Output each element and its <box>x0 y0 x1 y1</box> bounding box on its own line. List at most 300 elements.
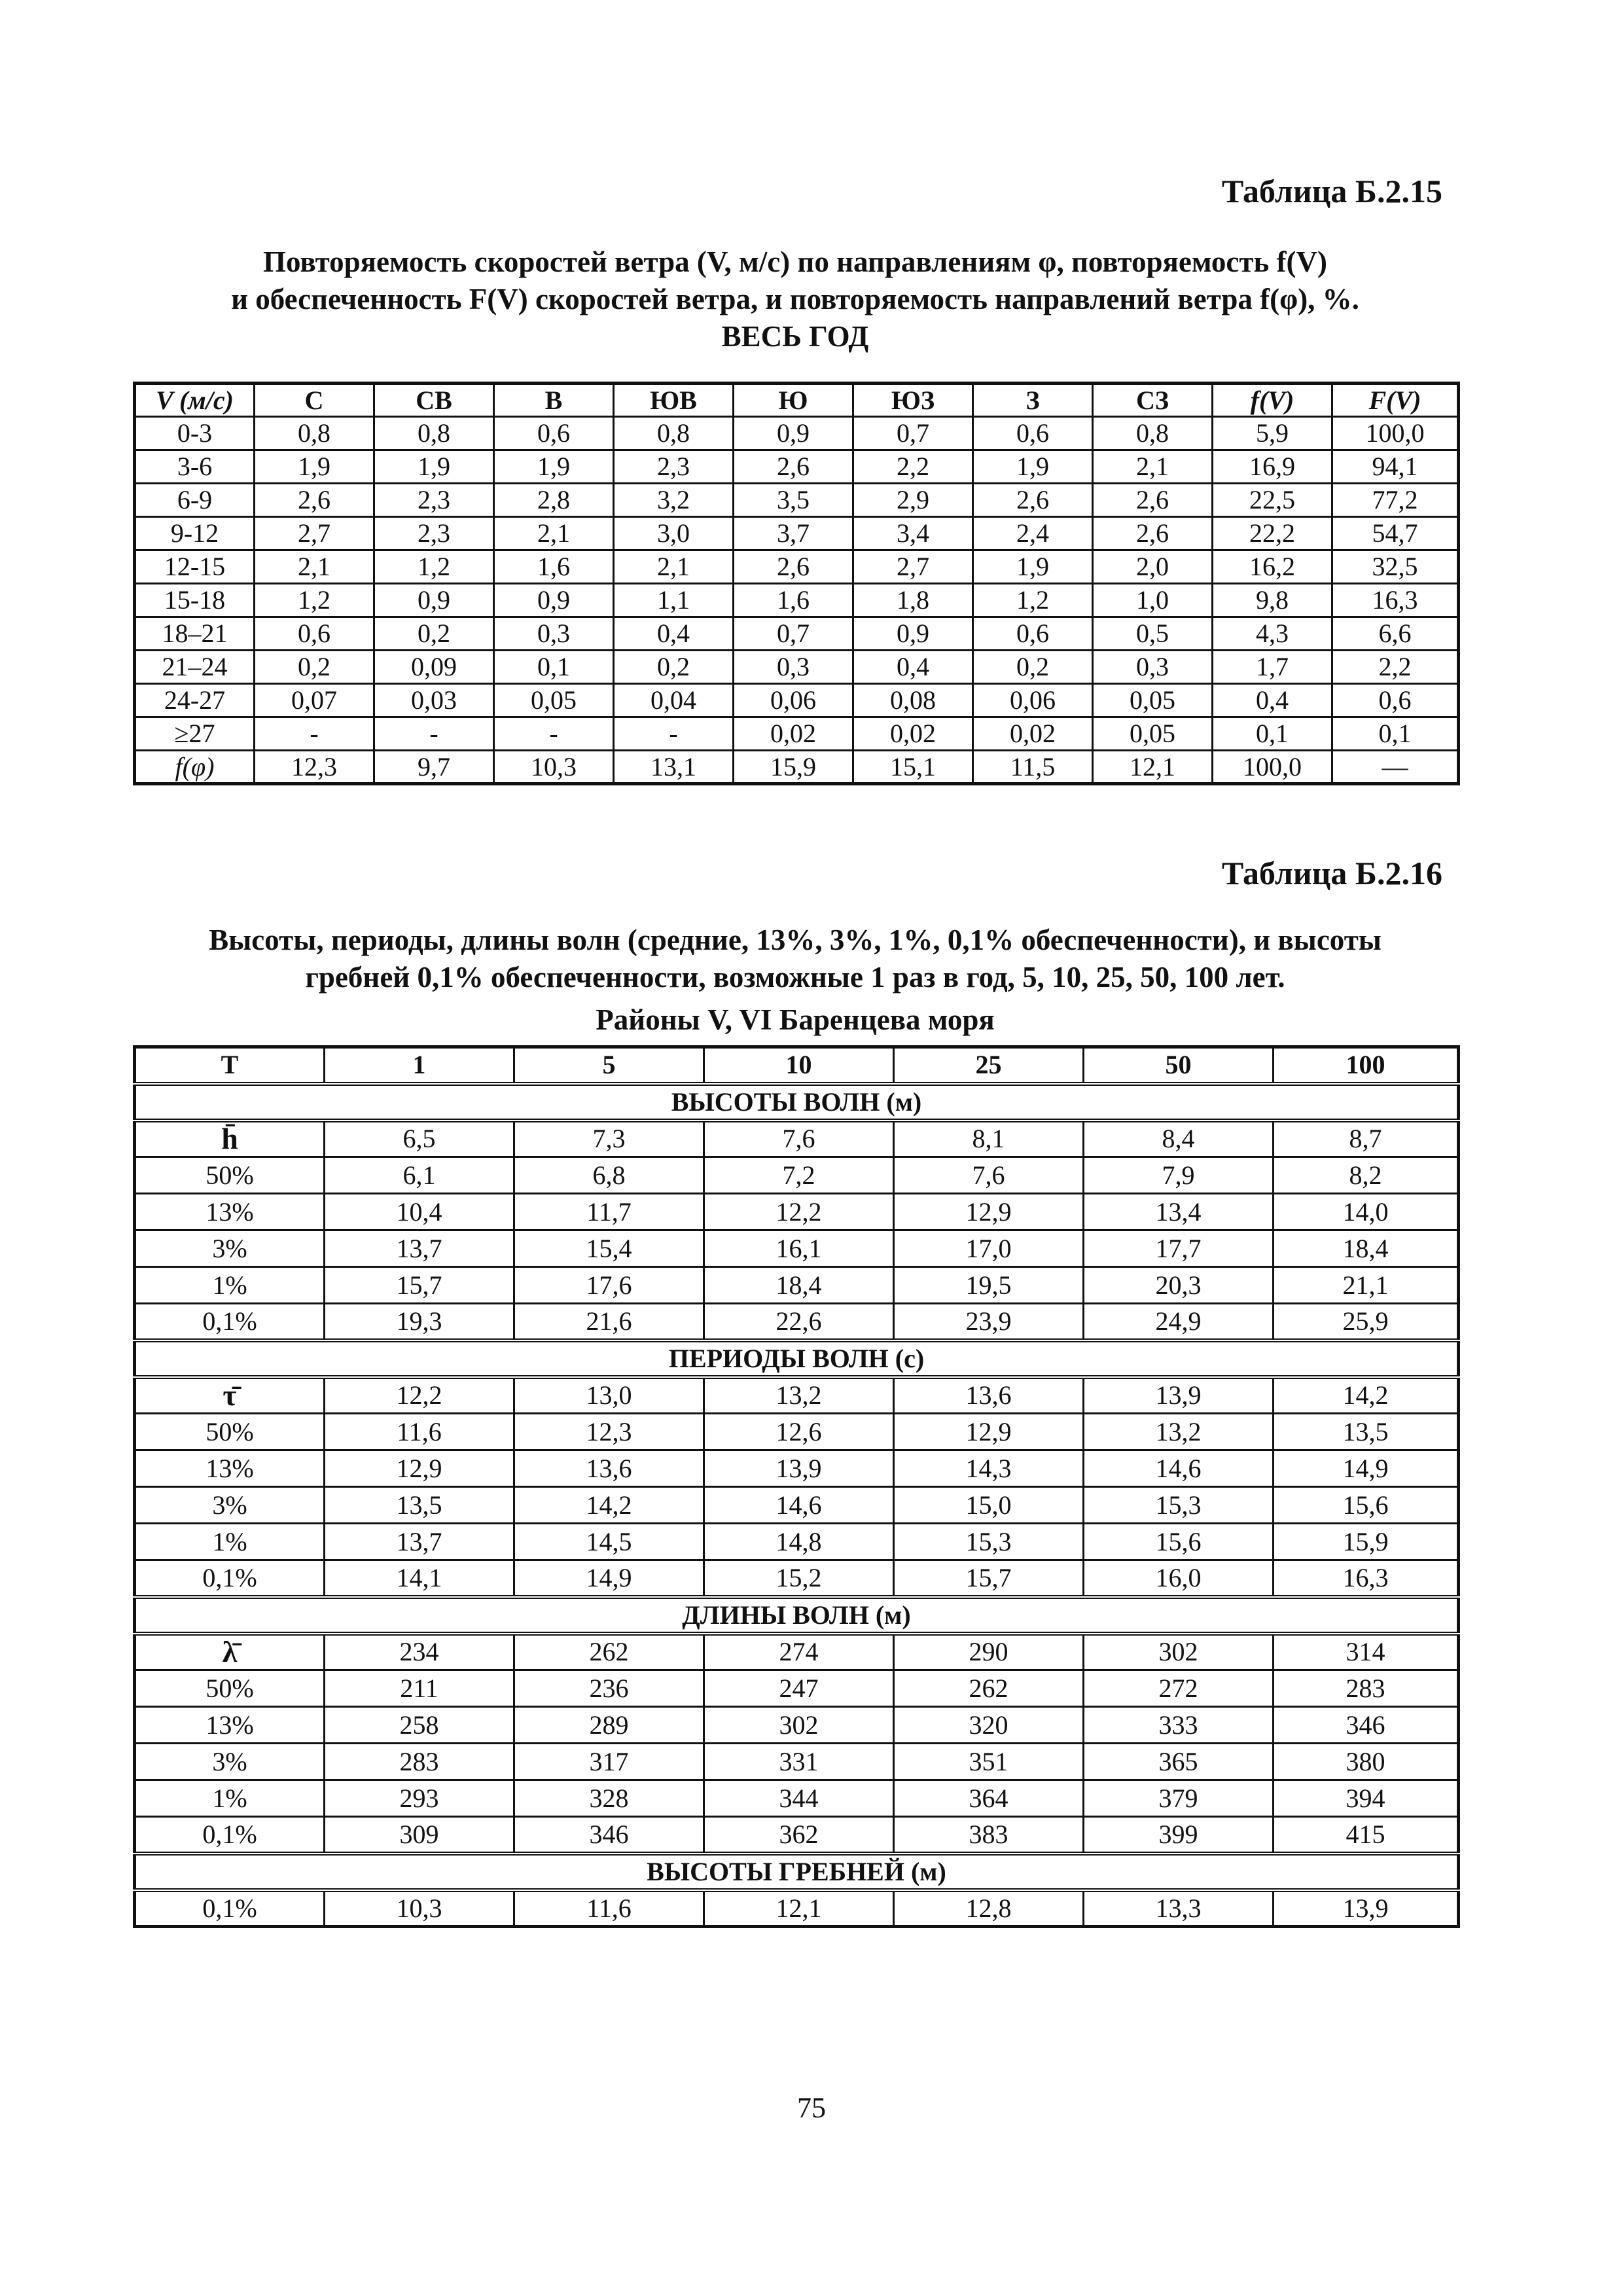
table-row <box>135 1780 1459 1817</box>
table-cell: 14,8 <box>704 1524 894 1560</box>
wave-parameters-table-body <box>135 1047 1459 1927</box>
table-cell: 21,6 <box>514 1304 704 1340</box>
section-title: ДЛИНЫ ВОЛН (м) <box>135 1597 1459 1634</box>
table-cell: 16,2 <box>1213 550 1332 584</box>
table-row <box>135 450 1459 484</box>
table-cell: 100,0 <box>1213 751 1332 784</box>
table-cell: 0,09 <box>374 651 494 684</box>
table-cell: 1,0 <box>1093 584 1213 617</box>
table-cell: 333 <box>1084 1707 1274 1744</box>
table-cell: 2,4 <box>973 517 1093 550</box>
table-cell: 6,8 <box>514 1157 704 1194</box>
table-cell: 16,1 <box>704 1230 894 1267</box>
table-cell: 13,1 <box>614 751 734 784</box>
table-cell: 15,2 <box>704 1560 894 1597</box>
table-cell: 15,6 <box>1084 1524 1274 1560</box>
row-label: 50% <box>135 1157 325 1194</box>
table-row <box>135 1817 1459 1854</box>
table-cell: 14,5 <box>514 1524 704 1560</box>
table-cell: 328 <box>514 1780 704 1817</box>
table-cell: 21,1 <box>1274 1267 1459 1304</box>
row-label: 12-15 <box>135 550 255 584</box>
table-16-caption-line1: Высоты, периоды, длины волн (средние, 13%, 3%, 1%, 0,1% обеспеченности), и высоты <box>209 924 1382 956</box>
table-cell: 2,6 <box>1093 517 1213 550</box>
table-16-caption <box>131 922 1459 1039</box>
row-label: 0,1% <box>135 1304 325 1340</box>
table-cell: 2,2 <box>853 450 973 484</box>
section-title: ВЫСОТЫ ВОЛН (м) <box>135 1084 1459 1121</box>
table-cell: 2,1 <box>1093 450 1213 484</box>
table-cell: 12,8 <box>894 1890 1084 1927</box>
table-row <box>135 617 1459 651</box>
table-cell: 283 <box>325 1744 514 1780</box>
table-cell: 77,2 <box>1332 484 1459 517</box>
table-cell: 11,6 <box>514 1890 704 1927</box>
table-cell: 1,9 <box>374 450 494 484</box>
table-cell: 2,6 <box>1093 484 1213 517</box>
table-cell: 0,2 <box>255 651 374 684</box>
row-label: 0,1% <box>135 1560 325 1597</box>
table-row <box>135 1304 1459 1340</box>
row-label: 21–24 <box>135 651 255 684</box>
table-cell: 15,9 <box>1274 1524 1459 1560</box>
table-cell: 18,4 <box>1274 1230 1459 1267</box>
table-cell: 20,3 <box>1084 1267 1274 1304</box>
column-header: Ю <box>734 384 853 417</box>
table-cell: 283 <box>1274 1670 1459 1707</box>
table-16-caption-line2: гребней 0,1% обеспеченности, возможные 1 раз в год, 5, 10, 25, 50, 100 лет. <box>305 961 1285 994</box>
table-cell: 0,6 <box>255 617 374 651</box>
table-cell: 17,0 <box>894 1230 1084 1267</box>
row-label: 0-3 <box>135 417 255 450</box>
section-title: ПЕРИОДЫ ВОЛН (с) <box>135 1340 1459 1377</box>
row-label: 13% <box>135 1450 325 1487</box>
table-cell: 0,4 <box>1213 684 1332 717</box>
page-number: 75 <box>797 2092 826 2124</box>
table-cell: 1,7 <box>1213 651 1332 684</box>
column-header: f(V) <box>1213 384 1332 417</box>
table-cell: 344 <box>704 1780 894 1817</box>
table-cell: 0,3 <box>1093 651 1213 684</box>
table-row <box>135 1157 1459 1194</box>
table-cell: 11,5 <box>973 751 1093 784</box>
table-cell: 293 <box>325 1780 514 1817</box>
row-label: h̄ <box>135 1121 325 1157</box>
table-row <box>135 1267 1459 1304</box>
table-15-label: Таблица Б.2.15 <box>1221 173 1442 209</box>
column-header: T <box>135 1047 325 1084</box>
table-cell: 2,0 <box>1093 550 1213 584</box>
table-15-caption-line1: Повторяемость скоростей ветра (V, м/с) по направлениям φ, повторяемость f(V) <box>263 245 1327 278</box>
table-cell: - <box>614 717 734 751</box>
table-row <box>135 584 1459 617</box>
table-cell: 0,8 <box>1093 417 1213 450</box>
table-cell: 13,7 <box>325 1230 514 1267</box>
table-cell: 0,1 <box>494 651 614 684</box>
table-cell: 1,9 <box>973 450 1093 484</box>
table-cell: 94,1 <box>1332 450 1459 484</box>
table-header-row <box>135 384 1459 417</box>
table-row <box>135 1707 1459 1744</box>
table-cell: 10,4 <box>325 1194 514 1230</box>
table-cell: - <box>255 717 374 751</box>
table-cell: 12,1 <box>704 1890 894 1927</box>
table-cell: 320 <box>894 1707 1084 1744</box>
table-cell: 54,7 <box>1332 517 1459 550</box>
table-cell: 13,9 <box>704 1450 894 1487</box>
section-title: ВЫСОТЫ ГРЕБНЕЙ (м) <box>135 1854 1459 1890</box>
row-label: λ̄ <box>135 1634 325 1670</box>
wind-speed-table-body <box>135 384 1459 784</box>
table-15-caption-line3: ВЕСЬ ГОД <box>721 320 869 353</box>
table-cell: 12,1 <box>1093 751 1213 784</box>
row-label: 0,1% <box>135 1817 325 1854</box>
table-cell: 7,9 <box>1084 1157 1274 1194</box>
table-row <box>135 1377 1459 1414</box>
table-cell: 0,1 <box>1332 717 1459 751</box>
table-row <box>135 1744 1459 1780</box>
row-label: 13% <box>135 1194 325 1230</box>
row-label: 1% <box>135 1524 325 1560</box>
table-cell: 380 <box>1274 1744 1459 1780</box>
row-label: f(φ) <box>135 751 255 784</box>
table-cell: - <box>494 717 614 751</box>
table-cell: 23,9 <box>894 1304 1084 1340</box>
row-label: 3% <box>135 1744 325 1780</box>
table-row <box>135 484 1459 517</box>
table-row <box>135 1450 1459 1487</box>
row-label: 6-9 <box>135 484 255 517</box>
table-cell: 15,4 <box>514 1230 704 1267</box>
table-cell: 2,1 <box>494 517 614 550</box>
table-row <box>135 1194 1459 1230</box>
table-cell: 14,1 <box>325 1560 514 1597</box>
table-cell: 7,6 <box>704 1121 894 1157</box>
table-cell: 364 <box>894 1780 1084 1817</box>
table-cell: 11,7 <box>514 1194 704 1230</box>
table-row <box>135 684 1459 717</box>
table-cell: 262 <box>894 1670 1084 1707</box>
table-cell: 0,9 <box>494 584 614 617</box>
row-label: τ̄ <box>135 1377 325 1414</box>
column-header: ЮВ <box>614 384 734 417</box>
table-cell: 2,7 <box>255 517 374 550</box>
table-row <box>135 517 1459 550</box>
row-label: 15-18 <box>135 584 255 617</box>
table-cell: 309 <box>325 1817 514 1854</box>
table-cell: 18,4 <box>704 1267 894 1304</box>
table-row <box>135 1524 1459 1560</box>
table-cell: 0,9 <box>374 584 494 617</box>
table-cell: 17,6 <box>514 1267 704 1304</box>
table-cell: 2,1 <box>614 550 734 584</box>
table-cell: 290 <box>894 1634 1084 1670</box>
table-cell: 13,9 <box>1274 1890 1459 1927</box>
table-row <box>135 1121 1459 1157</box>
table-cell: 15,7 <box>894 1560 1084 1597</box>
table-cell: 0,06 <box>973 684 1093 717</box>
table-cell: 3,7 <box>734 517 853 550</box>
table-cell: 4,3 <box>1213 617 1332 651</box>
table-cell: 14,9 <box>514 1560 704 1597</box>
table-cell: 2,6 <box>255 484 374 517</box>
table-cell: 15,9 <box>734 751 853 784</box>
table-cell: 0,9 <box>734 417 853 450</box>
table-cell: 1,6 <box>494 550 614 584</box>
table-cell: 5,9 <box>1213 417 1332 450</box>
column-header: В <box>494 384 614 417</box>
table-cell: 3,4 <box>853 517 973 550</box>
column-header: V (м/с) <box>135 384 255 417</box>
table-cell: 258 <box>325 1707 514 1744</box>
row-label: ≥27 <box>135 717 255 751</box>
table-row <box>135 1634 1459 1670</box>
wave-parameters-table <box>133 1045 1460 1928</box>
table-cell: 365 <box>1084 1744 1274 1780</box>
table-cell: 14,6 <box>1084 1450 1274 1487</box>
table-cell: 22,2 <box>1213 517 1332 550</box>
column-header: 50 <box>1084 1047 1274 1084</box>
table-row <box>135 1670 1459 1707</box>
table-cell: 0,05 <box>1093 717 1213 751</box>
table-row <box>135 1414 1459 1450</box>
table-cell: 0,04 <box>614 684 734 717</box>
table-cell: 0,1 <box>1213 717 1332 751</box>
table-cell: 0,3 <box>734 651 853 684</box>
table-cell: 302 <box>704 1707 894 1744</box>
column-header: СВ <box>374 384 494 417</box>
table-cell: 0,08 <box>853 684 973 717</box>
table-cell: 346 <box>514 1817 704 1854</box>
table-cell: 13,6 <box>894 1377 1084 1414</box>
table-cell: 32,5 <box>1332 550 1459 584</box>
table-cell: - <box>374 717 494 751</box>
table-cell: 13,7 <box>325 1524 514 1560</box>
table-cell: 331 <box>704 1744 894 1780</box>
table-cell: 0,6 <box>973 617 1093 651</box>
table-cell: 0,05 <box>494 684 614 717</box>
table-cell: 302 <box>1084 1634 1274 1670</box>
table-row <box>135 1560 1459 1597</box>
column-header: С <box>255 384 374 417</box>
table-header-row <box>135 1047 1459 1084</box>
table-cell: 15,1 <box>853 751 973 784</box>
table-row <box>135 1230 1459 1267</box>
table-cell: 0,02 <box>853 717 973 751</box>
table-cell: 22,6 <box>704 1304 894 1340</box>
table-cell: 1,2 <box>374 550 494 584</box>
table-cell: 13,4 <box>1084 1194 1274 1230</box>
table-cell: 3,5 <box>734 484 853 517</box>
table-cell: 12,3 <box>514 1414 704 1450</box>
table-cell: 24,9 <box>1084 1304 1274 1340</box>
table-row <box>135 1487 1459 1524</box>
column-header: 10 <box>704 1047 894 1084</box>
table-cell: 15,6 <box>1274 1487 1459 1524</box>
column-header: 5 <box>514 1047 704 1084</box>
table-cell: 1,2 <box>255 584 374 617</box>
table-cell: 22,5 <box>1213 484 1332 517</box>
table-cell: 0,7 <box>734 617 853 651</box>
table-cell: 2,9 <box>853 484 973 517</box>
table-cell: 351 <box>894 1744 1084 1780</box>
table-cell: 1,9 <box>973 550 1093 584</box>
table-cell: 15,7 <box>325 1267 514 1304</box>
table-cell: 13,6 <box>514 1450 704 1487</box>
table-cell: 16,9 <box>1213 450 1332 484</box>
table-cell: 236 <box>514 1670 704 1707</box>
table-cell: 0,2 <box>973 651 1093 684</box>
table-cell: 13,5 <box>325 1487 514 1524</box>
table-cell: 7,2 <box>704 1157 894 1194</box>
table-cell: 0,4 <box>614 617 734 651</box>
table-cell: 12,9 <box>325 1450 514 1487</box>
table-cell: 16,3 <box>1332 584 1459 617</box>
table-cell: 13,2 <box>704 1377 894 1414</box>
table-cell: 13,9 <box>1084 1377 1274 1414</box>
column-header: F(V) <box>1332 384 1459 417</box>
table-cell: 0,6 <box>973 417 1093 450</box>
table-cell: 13,3 <box>1084 1890 1274 1927</box>
row-label: 1% <box>135 1267 325 1304</box>
table-cell: 17,7 <box>1084 1230 1274 1267</box>
table-cell: 0,02 <box>734 717 853 751</box>
row-label: 0,1% <box>135 1890 325 1927</box>
section-header-row <box>135 1340 1459 1377</box>
table-row <box>135 717 1459 751</box>
table-cell: 12,9 <box>894 1414 1084 1450</box>
table-cell: 15,3 <box>1084 1487 1274 1524</box>
table-cell: 0,8 <box>374 417 494 450</box>
table-cell: 14,0 <box>1274 1194 1459 1230</box>
table-cell: 10,3 <box>325 1890 514 1927</box>
table-cell: 0,2 <box>374 617 494 651</box>
table-cell: 8,1 <box>894 1121 1084 1157</box>
table-cell: 9,8 <box>1213 584 1332 617</box>
table-cell: 272 <box>1084 1670 1274 1707</box>
table-cell: 0,8 <box>614 417 734 450</box>
table-cell: 6,6 <box>1332 617 1459 651</box>
table-row <box>135 550 1459 584</box>
table-cell: 16,0 <box>1084 1560 1274 1597</box>
table-cell: 1,8 <box>853 584 973 617</box>
table-cell: 7,3 <box>514 1121 704 1157</box>
table-cell: 6,1 <box>325 1157 514 1194</box>
table-cell: 0,8 <box>255 417 374 450</box>
table-cell: 7,6 <box>894 1157 1084 1194</box>
table-cell: 19,3 <box>325 1304 514 1340</box>
table-cell: 2,1 <box>255 550 374 584</box>
table-cell: 16,3 <box>1274 1560 1459 1597</box>
section-header-row <box>135 1854 1459 1890</box>
table-cell: 8,7 <box>1274 1121 1459 1157</box>
table-cell: 314 <box>1274 1634 1459 1670</box>
table-cell: 15,3 <box>894 1524 1084 1560</box>
table-cell: 6,5 <box>325 1121 514 1157</box>
table-cell: 2,8 <box>494 484 614 517</box>
table-cell: 2,6 <box>973 484 1093 517</box>
table-cell: 362 <box>704 1817 894 1854</box>
table-cell: 274 <box>704 1634 894 1670</box>
table-cell: 2,3 <box>374 517 494 550</box>
table-cell: 0,5 <box>1093 617 1213 651</box>
table-15-caption-line2: и обеспеченность F(V) скоростей ветра, и повторяемость направлений ветра f(φ), %. <box>231 283 1359 315</box>
table-cell: 0,03 <box>374 684 494 717</box>
table-row <box>135 651 1459 684</box>
table-cell: 0,9 <box>853 617 973 651</box>
table-cell: 13,5 <box>1274 1414 1459 1450</box>
row-label: 13% <box>135 1707 325 1744</box>
table-cell: 12,9 <box>894 1194 1084 1230</box>
table-cell: 14,3 <box>894 1450 1084 1487</box>
table-cell: 289 <box>514 1707 704 1744</box>
table-cell: 2,3 <box>614 450 734 484</box>
table-cell: 0,2 <box>614 651 734 684</box>
table-cell: 19,5 <box>894 1267 1084 1304</box>
table-row <box>135 751 1459 784</box>
table-cell: 399 <box>1084 1817 1274 1854</box>
table-cell: 0,07 <box>255 684 374 717</box>
table-cell: 346 <box>1274 1707 1459 1744</box>
column-header: ЮЗ <box>853 384 973 417</box>
table-cell: 1,9 <box>255 450 374 484</box>
table-cell: 8,4 <box>1084 1121 1274 1157</box>
table-cell: 234 <box>325 1634 514 1670</box>
table-cell: 14,6 <box>704 1487 894 1524</box>
row-label: 24-27 <box>135 684 255 717</box>
table-cell: 317 <box>514 1744 704 1780</box>
table-row <box>135 1890 1459 1927</box>
table-16-label: Таблица Б.2.16 <box>1221 855 1442 891</box>
table-cell: 2,3 <box>374 484 494 517</box>
table-cell: 25,9 <box>1274 1304 1459 1340</box>
table-cell: 415 <box>1274 1817 1459 1854</box>
table-cell: 2,6 <box>734 450 853 484</box>
row-label: 9-12 <box>135 517 255 550</box>
table-cell: 2,7 <box>853 550 973 584</box>
table-cell: 0,7 <box>853 417 973 450</box>
column-header: 1 <box>325 1047 514 1084</box>
table-cell: 2,2 <box>1332 651 1459 684</box>
table-cell: 14,2 <box>514 1487 704 1524</box>
table-cell: 12,2 <box>704 1194 894 1230</box>
table-cell: 0,4 <box>853 651 973 684</box>
table-cell: 379 <box>1084 1780 1274 1817</box>
table-cell: 9,7 <box>374 751 494 784</box>
table-cell: 11,6 <box>325 1414 514 1450</box>
table-row <box>135 417 1459 450</box>
table-cell: 0,05 <box>1093 684 1213 717</box>
column-header: 100 <box>1274 1047 1459 1084</box>
table-cell: 1,1 <box>614 584 734 617</box>
table-cell: 0,6 <box>494 417 614 450</box>
row-label: 50% <box>135 1670 325 1707</box>
table-cell: 12,6 <box>704 1414 894 1450</box>
table-cell: 12,3 <box>255 751 374 784</box>
table-cell: 0,6 <box>1332 684 1459 717</box>
table-cell: 3,2 <box>614 484 734 517</box>
table-cell: 13,0 <box>514 1377 704 1414</box>
table-cell: 15,0 <box>894 1487 1084 1524</box>
table-cell: 0,06 <box>734 684 853 717</box>
row-label: 3-6 <box>135 450 255 484</box>
table-cell: 13,2 <box>1084 1414 1274 1450</box>
table-cell: 10,3 <box>494 751 614 784</box>
table-cell: 383 <box>894 1817 1084 1854</box>
table-cell: 1,2 <box>973 584 1093 617</box>
table-cell: 211 <box>325 1670 514 1707</box>
wind-speed-table <box>133 382 1460 785</box>
